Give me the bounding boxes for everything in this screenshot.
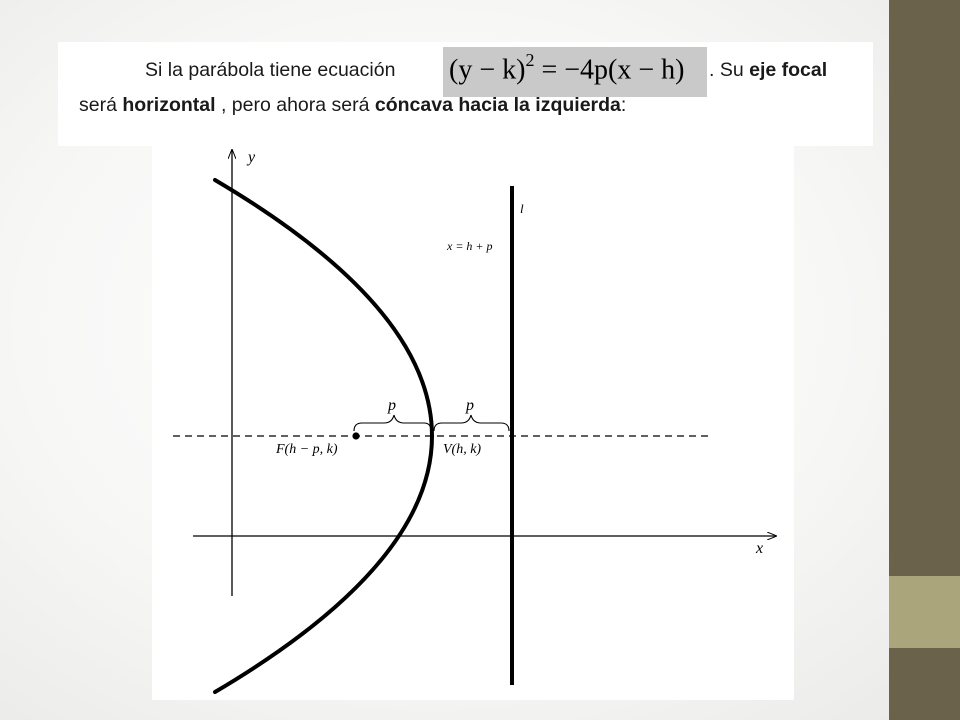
horizontal-text: horizontal	[122, 94, 216, 116]
after-equation-text: . Su	[709, 59, 750, 81]
eje-focal-text: eje focal	[749, 59, 828, 81]
line2-part-c: :	[620, 94, 627, 116]
x-axis-label: x	[756, 540, 764, 557]
line2-part-a: será	[79, 94, 123, 116]
equation-lhs: (y − k)	[449, 54, 526, 86]
focus-point	[352, 432, 359, 439]
equation-exponent: 2	[525, 50, 535, 70]
intro-text: Si la parábola tiene ecuación	[145, 59, 396, 81]
p-brace-right	[434, 415, 509, 431]
vertex-label: V(h, k)	[443, 442, 482, 457]
p-brace-left	[354, 415, 431, 431]
p-label-left: p	[388, 397, 396, 414]
equation-rhs: = −4p(x − h)	[534, 54, 685, 86]
directrix-label: l	[520, 201, 524, 216]
focus-label: F(h − p, k)	[276, 442, 338, 457]
p-label-right: p	[466, 397, 474, 414]
y-axis-label: y	[248, 149, 256, 166]
directrix-equation: x = h + p	[447, 239, 493, 253]
concava-text: cóncava hacia la izquierda	[374, 94, 621, 116]
line2-part-b: , pero ahora será	[215, 94, 375, 116]
